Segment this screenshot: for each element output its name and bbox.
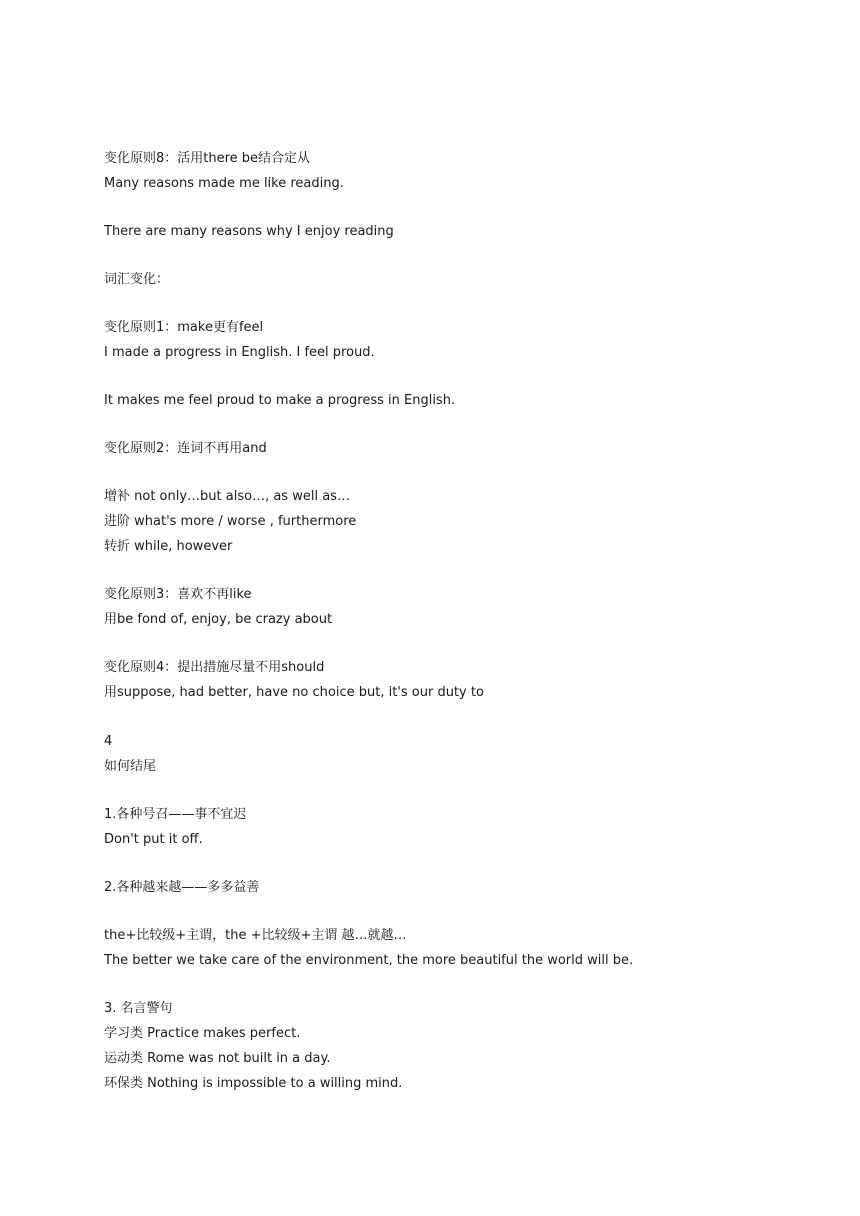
rule1-revised-sentence: It makes me feel proud to make a progress in English. — [104, 393, 456, 408]
blank-line — [104, 196, 804, 219]
ending-item3-sport: 运动类 Rome was not built in a day. — [104, 1051, 331, 1066]
blank-line — [104, 292, 804, 315]
blank-line — [104, 632, 804, 655]
ending-item2-heading: 2.各种越来越——多多益善 — [104, 880, 260, 895]
blank-line — [104, 705, 804, 729]
document-body — [104, 146, 804, 1096]
blank-line — [104, 365, 804, 388]
blank-line — [104, 900, 804, 923]
blank-line — [104, 559, 804, 582]
blank-line — [104, 413, 804, 436]
rule1-original-sentence: I made a progress in English. I feel proud. — [104, 345, 375, 360]
rule1-heading: 变化原则1：make更有feel — [104, 320, 264, 335]
ending-section-number: 4 — [104, 734, 113, 749]
ending-item2-example: The better we take care of the environment, the more beautiful the world will be. — [104, 953, 634, 968]
blank-line — [104, 461, 804, 484]
blank-line — [104, 244, 804, 267]
rule2-heading: 变化原则2：连词不再用and — [104, 441, 267, 456]
ending-heading: 如何结尾 — [104, 759, 157, 774]
rule2-addition: 增补 not only…but also…, as well as… — [104, 489, 350, 504]
rule2-advance: 进阶 what's more / worse , furthermore — [104, 514, 357, 529]
rule3-heading: 变化原则3：喜欢不再like — [104, 587, 252, 602]
ending-item3-heading: 3. 名言警句 — [104, 1001, 173, 1016]
rule4-heading: 变化原则4：提出措施尽量不用should — [104, 660, 325, 675]
rule8-heading: 变化原则8：活用there be结合定从 — [104, 151, 311, 166]
rule8-revised-sentence: There are many reasons why I enjoy reading — [104, 224, 394, 239]
blank-line — [104, 973, 804, 996]
blank-line — [104, 852, 804, 875]
ending-item1-example: Don't put it off. — [104, 832, 203, 847]
ending-item3-study: 学习类 Practice makes perfect. — [104, 1026, 301, 1041]
vocab-heading: 词汇变化： — [104, 272, 170, 287]
rule4-usage: 用suppose, had better, have no choice but, it's our duty to — [104, 685, 484, 700]
rule8-original-sentence: Many reasons made me like reading. — [104, 176, 344, 191]
ending-item1-heading: 1.各种号召——事不宜迟 — [104, 807, 247, 822]
rule3-usage: 用be fond of, enjoy, be crazy about — [104, 612, 333, 627]
rule2-contrast: 转折 while, however — [104, 539, 233, 554]
ending-item2-pattern: the+比较级+主谓，the +比较级+主谓 越…就越… — [104, 928, 407, 943]
blank-line — [104, 779, 804, 802]
ending-item3-environment: 环保类 Nothing is impossible to a willing mind. — [104, 1076, 403, 1091]
